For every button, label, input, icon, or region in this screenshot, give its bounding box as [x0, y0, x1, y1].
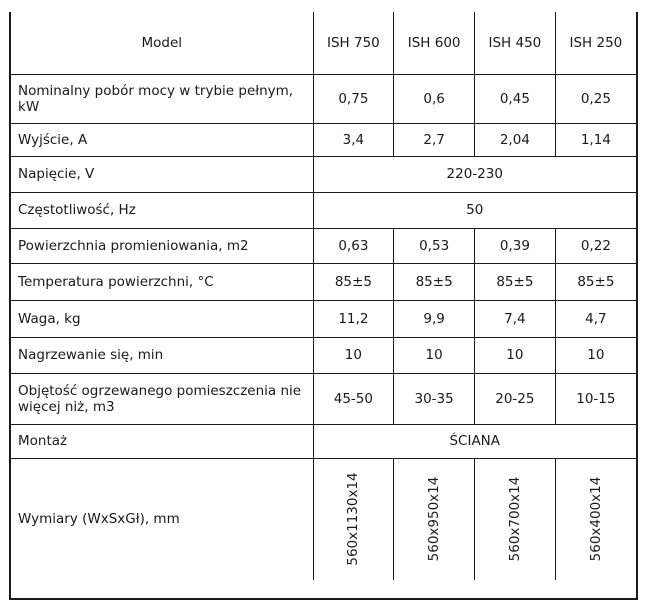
model-ish-600: ISH 600	[394, 12, 475, 74]
row-label-heating-time: Nagrzewanie się, min	[11, 337, 313, 373]
table-cell: 4,7	[555, 300, 636, 337]
spec-table	[11, 12, 636, 580]
merged-cell: ŚCIANA	[313, 424, 636, 458]
table-cell: 30-35	[394, 373, 475, 424]
table-row	[11, 263, 636, 300]
table-row	[11, 156, 636, 192]
merged-cell: 50	[313, 192, 636, 228]
table-cell: 0,45	[475, 74, 556, 123]
table-cell: 10	[555, 337, 636, 373]
table-cell: 0,6	[394, 74, 475, 123]
table-cell: 10	[475, 337, 556, 373]
model-header: Model	[11, 12, 313, 74]
table-cell: 3,4	[313, 123, 394, 156]
table-cell	[394, 458, 475, 580]
table-cell: 1,14	[555, 123, 636, 156]
table-cell: 11,2	[313, 300, 394, 337]
merged-cell: 220-230	[313, 156, 636, 192]
row-label-weight: Waga, kg	[11, 300, 313, 337]
table-cell: 2,04	[475, 123, 556, 156]
table-row	[11, 228, 636, 263]
table-cell: 9,9	[394, 300, 475, 337]
header-row	[11, 12, 636, 74]
table-cell: 10-15	[555, 373, 636, 424]
table-cell: 85±5	[475, 263, 556, 300]
table-cell: 10	[394, 337, 475, 373]
table-cell: 85±5	[555, 263, 636, 300]
table-cell: 0,75	[313, 74, 394, 123]
table-row	[11, 192, 636, 228]
table-row	[11, 123, 636, 156]
spec-table-frame	[9, 12, 638, 600]
table-row	[11, 74, 636, 123]
table-cell: 20-25	[475, 373, 556, 424]
table-cell: 0,25	[555, 74, 636, 123]
table-row	[11, 337, 636, 373]
table-cell: 7,4	[475, 300, 556, 337]
dimension-value: 560x700x14	[506, 476, 523, 562]
model-ish-750: ISH 750	[313, 12, 394, 74]
row-label-room-volume: Objętość ogrzewanego pomieszczenia nie więcej niż, m3	[11, 373, 313, 424]
table-row	[11, 300, 636, 337]
row-label-voltage: Napięcie, V	[11, 156, 313, 192]
table-cell	[475, 458, 556, 580]
table-cell: 85±5	[394, 263, 475, 300]
table-row	[11, 458, 636, 580]
table-cell: 2,7	[394, 123, 475, 156]
row-label-surface-temperature: Temperatura powierzchni, °C	[11, 263, 313, 300]
row-label-dimensions: Wymiary (WxSxGł), mm	[11, 458, 313, 580]
table-cell: 0,63	[313, 228, 394, 263]
dimension-value: 560x1130x14	[345, 472, 362, 566]
table-cell: 0,22	[555, 228, 636, 263]
table-cell	[313, 458, 394, 580]
table-cell: 0,53	[394, 228, 475, 263]
table-cell: 85±5	[313, 263, 394, 300]
row-label-frequency: Częstotliwość, Hz	[11, 192, 313, 228]
row-label-mounting: Montaż	[11, 424, 313, 458]
dimension-value: 560x400x14	[587, 476, 604, 562]
table-cell: 10	[313, 337, 394, 373]
row-label-radiation-area: Powierzchnia promieniowania, m2	[11, 228, 313, 263]
row-label-output: Wyjście, A	[11, 123, 313, 156]
dimension-value: 560x950x14	[426, 476, 443, 562]
model-ish-250: ISH 250	[555, 12, 636, 74]
table-cell: 0,39	[475, 228, 556, 263]
model-ish-450: ISH 450	[475, 12, 556, 74]
table-cell: 45-50	[313, 373, 394, 424]
row-label-power: Nominalny pobór mocy w trybie pełnym, kW	[11, 74, 313, 123]
table-cell	[555, 458, 636, 580]
table-row	[11, 373, 636, 424]
table-row	[11, 424, 636, 458]
